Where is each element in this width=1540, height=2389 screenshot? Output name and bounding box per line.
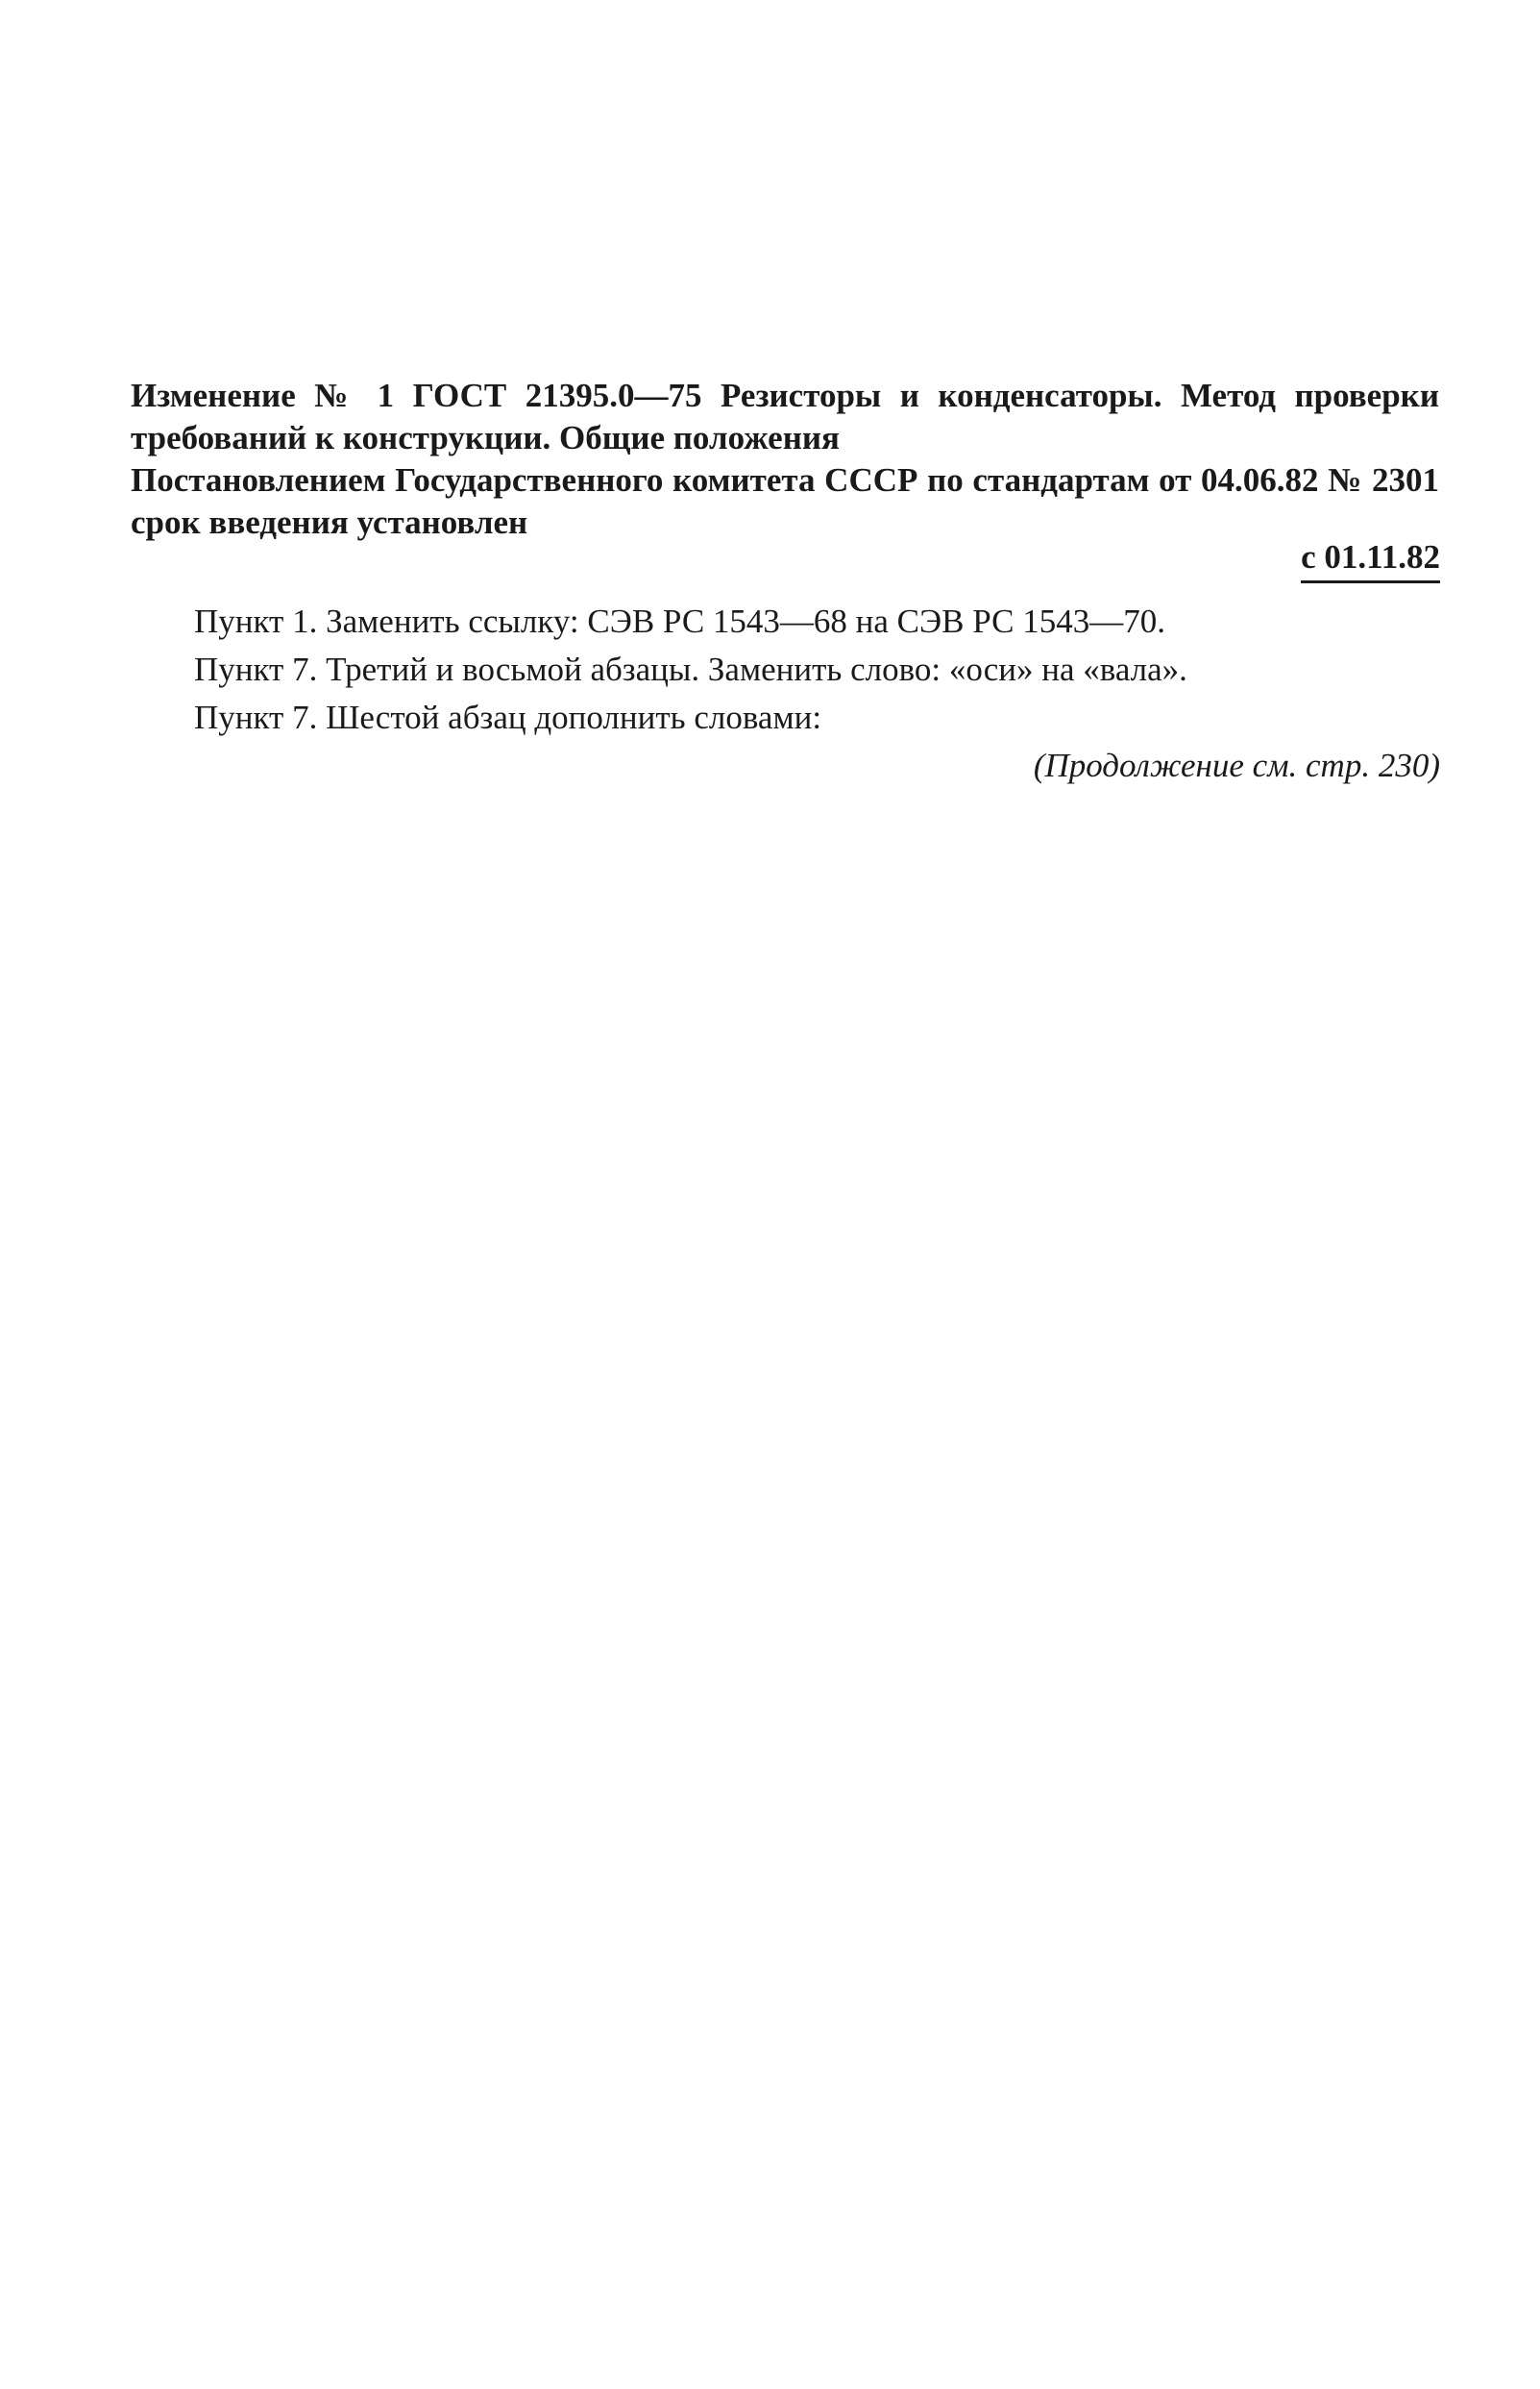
amendment-item: Пункт 7. Шестой абзац дополнить словами: — [194, 699, 822, 736]
amendment-item: Пункт 7. Третий и восьмой абзацы. Заменить слово: «оси» на «вала». — [194, 651, 1187, 688]
effective-date: с 01.11.82 — [1301, 536, 1440, 583]
amendment-title: Изменение № 1 ГОСТ 21395.0—75 Резисторы и конденсаторы. Метод проверки требований к конструкции. Общие положения — [131, 377, 1439, 456]
amendment-item: Пункт 1. Заменить ссылку: СЭВ РС 1543—68 на СЭВ РС 1543—70. — [194, 603, 1165, 640]
continuation-note: (Продолжение см. стр. 230) — [1033, 747, 1440, 784]
amendment-items — [194, 598, 1439, 742]
decree-text: Постановлением Государственного комитета СССР по стандартам от 04.06.82 № 2301 срок введения установлен — [131, 461, 1439, 541]
